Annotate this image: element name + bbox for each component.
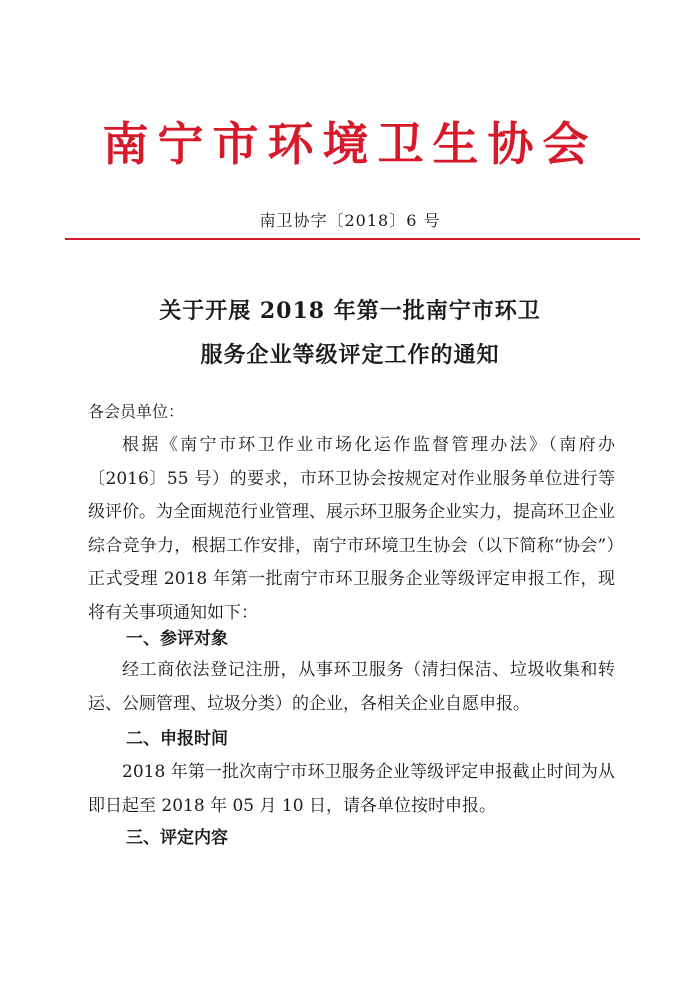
- participants-paragraph: 经工商依法登记注册，从事环卫服务（清扫保洁、垃圾收集和转运、公厕管理、垃圾分类）的企业，各相关企业自愿申报。: [88, 660, 615, 714]
- red-divider-line: [65, 238, 640, 240]
- organization-header: 南宁市环境卫生协会: [102, 117, 598, 171]
- deadline-paragraph: 2018 年第一批次南宁市环卫服务企业等级评定申报截止时间为从即日起至 2018 年 05 月 10 日，请各单位按时申报。: [88, 762, 615, 816]
- section-heading-evaluation: 三、评定内容: [126, 828, 228, 848]
- section-heading-deadline: 二、申报时间: [126, 729, 228, 749]
- salutation: 各会员单位：: [88, 402, 185, 421]
- document-number: 南卫协字〔2018〕6 号: [259, 211, 441, 230]
- intro-paragraph: 根据《南宁市环卫作业市场化运作监督管理办法》（南府办〔2016〕55 号）的要求，市环卫协会按规定对作业服务单位进行等级评价。为全面规范行业管理、展示环卫服务企业实力，提高环卫企业综合竞争力，根据工作安排，南宁市环境卫生协会（以下简称“协会”）正式受理 2018 年第一批南宁市环卫服务企业等级评定申报工作，现将有关事项通知如下：: [88, 435, 615, 623]
- document-title-line-2: 服务企业等级评定工作的通知: [200, 342, 500, 368]
- section-heading-participants: 一、参评对象: [126, 629, 228, 649]
- document-title-line-1: 关于开展 2018 年第一批南宁市环卫: [159, 298, 541, 324]
